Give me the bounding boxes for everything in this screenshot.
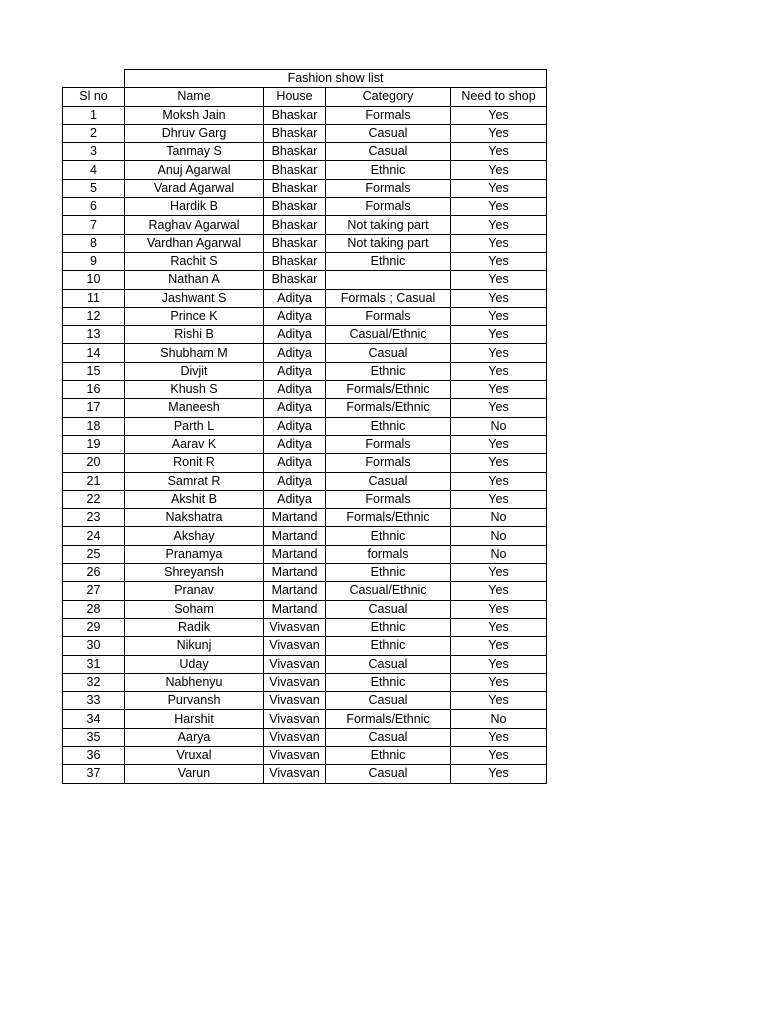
- cell-house: Bhaskar: [264, 234, 326, 252]
- cell-name: Divjit: [125, 362, 264, 380]
- cell-name: Vardhan Agarwal: [125, 234, 264, 252]
- cell-house: Aditya: [264, 381, 326, 399]
- table-row: [63, 417, 547, 435]
- cell-need-to-shop: No: [451, 710, 547, 728]
- cell-need-to-shop: Yes: [451, 271, 547, 289]
- cell-name: Akshit B: [125, 490, 264, 508]
- cell-sl-no: 2: [63, 124, 125, 142]
- table-row: [63, 472, 547, 490]
- cell-category: Formals: [326, 490, 451, 508]
- cell-name: Pranav: [125, 582, 264, 600]
- cell-house: Bhaskar: [264, 252, 326, 270]
- header-row: [63, 88, 547, 106]
- cell-house: Martand: [264, 545, 326, 563]
- table-row: [63, 692, 547, 710]
- cell-name: Nakshatra: [125, 509, 264, 527]
- cell-sl-no: 24: [63, 527, 125, 545]
- cell-house: Martand: [264, 527, 326, 545]
- cell-need-to-shop: Yes: [451, 252, 547, 270]
- cell-sl-no: 4: [63, 161, 125, 179]
- cell-category: Ethnic: [326, 527, 451, 545]
- cell-sl-no: 29: [63, 618, 125, 636]
- cell-need-to-shop: Yes: [451, 124, 547, 142]
- cell-house: Martand: [264, 564, 326, 582]
- header-house: House: [264, 88, 326, 106]
- table-body: [63, 70, 547, 784]
- cell-sl-no: 20: [63, 454, 125, 472]
- cell-house: Aditya: [264, 490, 326, 508]
- cell-house: Bhaskar: [264, 143, 326, 161]
- cell-house: Aditya: [264, 326, 326, 344]
- cell-category: Casual: [326, 692, 451, 710]
- cell-category: Not taking part: [326, 234, 451, 252]
- table-row: [63, 124, 547, 142]
- cell-need-to-shop: Yes: [451, 289, 547, 307]
- cell-category: Formals: [326, 179, 451, 197]
- table-row: [63, 362, 547, 380]
- cell-need-to-shop: Yes: [451, 143, 547, 161]
- cell-need-to-shop: Yes: [451, 582, 547, 600]
- cell-need-to-shop: Yes: [451, 728, 547, 746]
- cell-sl-no: 14: [63, 344, 125, 362]
- cell-need-to-shop: Yes: [451, 600, 547, 618]
- cell-name: Moksh Jain: [125, 106, 264, 124]
- table-row: [63, 710, 547, 728]
- cell-need-to-shop: Yes: [451, 472, 547, 490]
- cell-need-to-shop: No: [451, 417, 547, 435]
- cell-need-to-shop: Yes: [451, 655, 547, 673]
- cell-category: Casual: [326, 765, 451, 783]
- cell-need-to-shop: Yes: [451, 362, 547, 380]
- cell-name: Hardik B: [125, 198, 264, 216]
- cell-category: Formals: [326, 106, 451, 124]
- cell-need-to-shop: Yes: [451, 381, 547, 399]
- cell-category: Ethnic: [326, 618, 451, 636]
- cell-need-to-shop: Yes: [451, 564, 547, 582]
- cell-category: Formals: [326, 198, 451, 216]
- cell-need-to-shop: Yes: [451, 307, 547, 325]
- cell-need-to-shop: No: [451, 545, 547, 563]
- cell-category: Ethnic: [326, 564, 451, 582]
- cell-name: Pranamya: [125, 545, 264, 563]
- table-row: [63, 655, 547, 673]
- cell-sl-no: 10: [63, 271, 125, 289]
- cell-house: Aditya: [264, 307, 326, 325]
- cell-house: Aditya: [264, 454, 326, 472]
- table-row: [63, 344, 547, 362]
- table-row: [63, 252, 547, 270]
- table-row: [63, 216, 547, 234]
- cell-name: Nabhenyu: [125, 673, 264, 691]
- table-row: [63, 765, 547, 783]
- table-row: [63, 179, 547, 197]
- cell-sl-no: 12: [63, 307, 125, 325]
- cell-sl-no: 9: [63, 252, 125, 270]
- cell-house: Aditya: [264, 435, 326, 453]
- cell-name: Soham: [125, 600, 264, 618]
- table-row: [63, 600, 547, 618]
- table-row: [63, 198, 547, 216]
- cell-name: Varun: [125, 765, 264, 783]
- cell-name: Maneesh: [125, 399, 264, 417]
- cell-need-to-shop: Yes: [451, 490, 547, 508]
- cell-sl-no: 30: [63, 637, 125, 655]
- cell-sl-no: 27: [63, 582, 125, 600]
- cell-category: Ethnic: [326, 161, 451, 179]
- cell-house: Vivasvan: [264, 710, 326, 728]
- cell-need-to-shop: Yes: [451, 435, 547, 453]
- cell-need-to-shop: Yes: [451, 106, 547, 124]
- cell-sl-no: 11: [63, 289, 125, 307]
- cell-category: Casual: [326, 655, 451, 673]
- table-title: Fashion show list: [125, 70, 547, 88]
- table-row: [63, 143, 547, 161]
- cell-house: Aditya: [264, 417, 326, 435]
- table-row: [63, 234, 547, 252]
- table-row: [63, 673, 547, 691]
- cell-house: Bhaskar: [264, 216, 326, 234]
- cell-house: Bhaskar: [264, 124, 326, 142]
- header-need-to-shop: Need to shop: [451, 88, 547, 106]
- cell-name: Nikunj: [125, 637, 264, 655]
- cell-name: Rachit S: [125, 252, 264, 270]
- cell-name: Harshit: [125, 710, 264, 728]
- cell-category: Ethnic: [326, 362, 451, 380]
- cell-name: Shubham M: [125, 344, 264, 362]
- cell-sl-no: 6: [63, 198, 125, 216]
- cell-sl-no: 31: [63, 655, 125, 673]
- cell-house: Bhaskar: [264, 161, 326, 179]
- cell-category: Casual: [326, 124, 451, 142]
- cell-category: Casual: [326, 472, 451, 490]
- table-row: [63, 637, 547, 655]
- table-row: [63, 582, 547, 600]
- cell-sl-no: 25: [63, 545, 125, 563]
- cell-need-to-shop: Yes: [451, 692, 547, 710]
- cell-name: Ronit R: [125, 454, 264, 472]
- cell-category: Casual: [326, 600, 451, 618]
- cell-name: Nathan A: [125, 271, 264, 289]
- header-category: Category: [326, 88, 451, 106]
- cell-category: Formals/Ethnic: [326, 509, 451, 527]
- cell-name: Aarav K: [125, 435, 264, 453]
- cell-category: Casual: [326, 728, 451, 746]
- cell-need-to-shop: Yes: [451, 746, 547, 764]
- cell-category: Ethnic: [326, 417, 451, 435]
- cell-need-to-shop: Yes: [451, 216, 547, 234]
- table-row: [63, 454, 547, 472]
- cell-house: Vivasvan: [264, 728, 326, 746]
- table-row: [63, 289, 547, 307]
- cell-need-to-shop: Yes: [451, 326, 547, 344]
- cell-name: Radik: [125, 618, 264, 636]
- table-row: [63, 490, 547, 508]
- cell-sl-no: 33: [63, 692, 125, 710]
- cell-house: Martand: [264, 582, 326, 600]
- table-row: [63, 399, 547, 417]
- cell-need-to-shop: Yes: [451, 673, 547, 691]
- table-row: [63, 728, 547, 746]
- cell-sl-no: 23: [63, 509, 125, 527]
- cell-name: Khush S: [125, 381, 264, 399]
- cell-name: Jashwant S: [125, 289, 264, 307]
- cell-category: Formals/Ethnic: [326, 710, 451, 728]
- cell-need-to-shop: Yes: [451, 179, 547, 197]
- cell-category: Formals: [326, 435, 451, 453]
- cell-house: Vivasvan: [264, 673, 326, 691]
- cell-house: Bhaskar: [264, 198, 326, 216]
- cell-sl-no: 15: [63, 362, 125, 380]
- cell-category: Casual/Ethnic: [326, 582, 451, 600]
- cell-name: Rishi B: [125, 326, 264, 344]
- cell-category: Formals: [326, 307, 451, 325]
- header-name: Name: [125, 88, 264, 106]
- cell-sl-no: 26: [63, 564, 125, 582]
- fashion-show-table: [62, 69, 547, 784]
- table-row: [63, 527, 547, 545]
- cell-house: Aditya: [264, 472, 326, 490]
- cell-name: Samrat R: [125, 472, 264, 490]
- cell-house: Vivasvan: [264, 618, 326, 636]
- table-row: [63, 161, 547, 179]
- cell-category: Ethnic: [326, 673, 451, 691]
- cell-category: Ethnic: [326, 637, 451, 655]
- cell-house: Vivasvan: [264, 655, 326, 673]
- cell-sl-no: 13: [63, 326, 125, 344]
- cell-category: Ethnic: [326, 746, 451, 764]
- cell-category: Casual: [326, 143, 451, 161]
- cell-sl-no: 1: [63, 106, 125, 124]
- table-row: [63, 618, 547, 636]
- table-row: [63, 271, 547, 289]
- cell-house: Bhaskar: [264, 271, 326, 289]
- cell-need-to-shop: Yes: [451, 454, 547, 472]
- cell-category: Formals ; Casual: [326, 289, 451, 307]
- cell-need-to-shop: Yes: [451, 234, 547, 252]
- cell-category: formals: [326, 545, 451, 563]
- cell-house: Aditya: [264, 289, 326, 307]
- cell-name: Anuj Agarwal: [125, 161, 264, 179]
- cell-need-to-shop: Yes: [451, 161, 547, 179]
- table-row: [63, 381, 547, 399]
- cell-need-to-shop: Yes: [451, 198, 547, 216]
- table-row: [63, 564, 547, 582]
- cell-sl-no: 16: [63, 381, 125, 399]
- cell-house: Martand: [264, 509, 326, 527]
- cell-house: Aditya: [264, 362, 326, 380]
- cell-sl-no: 28: [63, 600, 125, 618]
- table-row: [63, 106, 547, 124]
- cell-sl-no: 17: [63, 399, 125, 417]
- cell-name: Parth L: [125, 417, 264, 435]
- cell-house: Martand: [264, 600, 326, 618]
- cell-sl-no: 21: [63, 472, 125, 490]
- cell-need-to-shop: Yes: [451, 765, 547, 783]
- cell-name: Aarya: [125, 728, 264, 746]
- cell-name: Uday: [125, 655, 264, 673]
- cell-sl-no: 5: [63, 179, 125, 197]
- cell-sl-no: 8: [63, 234, 125, 252]
- cell-sl-no: 19: [63, 435, 125, 453]
- cell-need-to-shop: Yes: [451, 399, 547, 417]
- cell-need-to-shop: Yes: [451, 637, 547, 655]
- cell-category: Not taking part: [326, 216, 451, 234]
- cell-sl-no: 35: [63, 728, 125, 746]
- cell-category: Formals/Ethnic: [326, 399, 451, 417]
- cell-need-to-shop: No: [451, 527, 547, 545]
- header-sl-no: Sl no: [63, 88, 125, 106]
- table-row: [63, 509, 547, 527]
- cell-house: Aditya: [264, 344, 326, 362]
- table-row: [63, 326, 547, 344]
- table-row: [63, 545, 547, 563]
- table-row: [63, 307, 547, 325]
- cell-name: Raghav Agarwal: [125, 216, 264, 234]
- table-row: [63, 746, 547, 764]
- cell-sl-no: 22: [63, 490, 125, 508]
- cell-need-to-shop: Yes: [451, 344, 547, 362]
- cell-sl-no: 36: [63, 746, 125, 764]
- table-row: [63, 435, 547, 453]
- cell-name: Akshay: [125, 527, 264, 545]
- cell-house: Vivasvan: [264, 765, 326, 783]
- cell-name: Shreyansh: [125, 564, 264, 582]
- cell-house: Vivasvan: [264, 637, 326, 655]
- cell-house: Vivasvan: [264, 746, 326, 764]
- cell-name: Prince K: [125, 307, 264, 325]
- blank-cell: [63, 70, 125, 88]
- cell-sl-no: 7: [63, 216, 125, 234]
- cell-category: Casual/Ethnic: [326, 326, 451, 344]
- cell-name: Vruxal: [125, 746, 264, 764]
- cell-house: Bhaskar: [264, 179, 326, 197]
- cell-house: Vivasvan: [264, 692, 326, 710]
- cell-name: Varad Agarwal: [125, 179, 264, 197]
- cell-name: Tanmay S: [125, 143, 264, 161]
- cell-category: Casual: [326, 344, 451, 362]
- title-row: [63, 70, 547, 88]
- cell-sl-no: 18: [63, 417, 125, 435]
- cell-name: Dhruv Garg: [125, 124, 264, 142]
- cell-sl-no: 34: [63, 710, 125, 728]
- cell-category: Formals: [326, 454, 451, 472]
- cell-sl-no: 37: [63, 765, 125, 783]
- cell-need-to-shop: Yes: [451, 618, 547, 636]
- cell-name: Purvansh: [125, 692, 264, 710]
- cell-sl-no: 32: [63, 673, 125, 691]
- cell-need-to-shop: No: [451, 509, 547, 527]
- cell-category: [326, 271, 451, 289]
- cell-house: Aditya: [264, 399, 326, 417]
- cell-category: Formals/Ethnic: [326, 381, 451, 399]
- cell-house: Bhaskar: [264, 106, 326, 124]
- cell-category: Ethnic: [326, 252, 451, 270]
- cell-sl-no: 3: [63, 143, 125, 161]
